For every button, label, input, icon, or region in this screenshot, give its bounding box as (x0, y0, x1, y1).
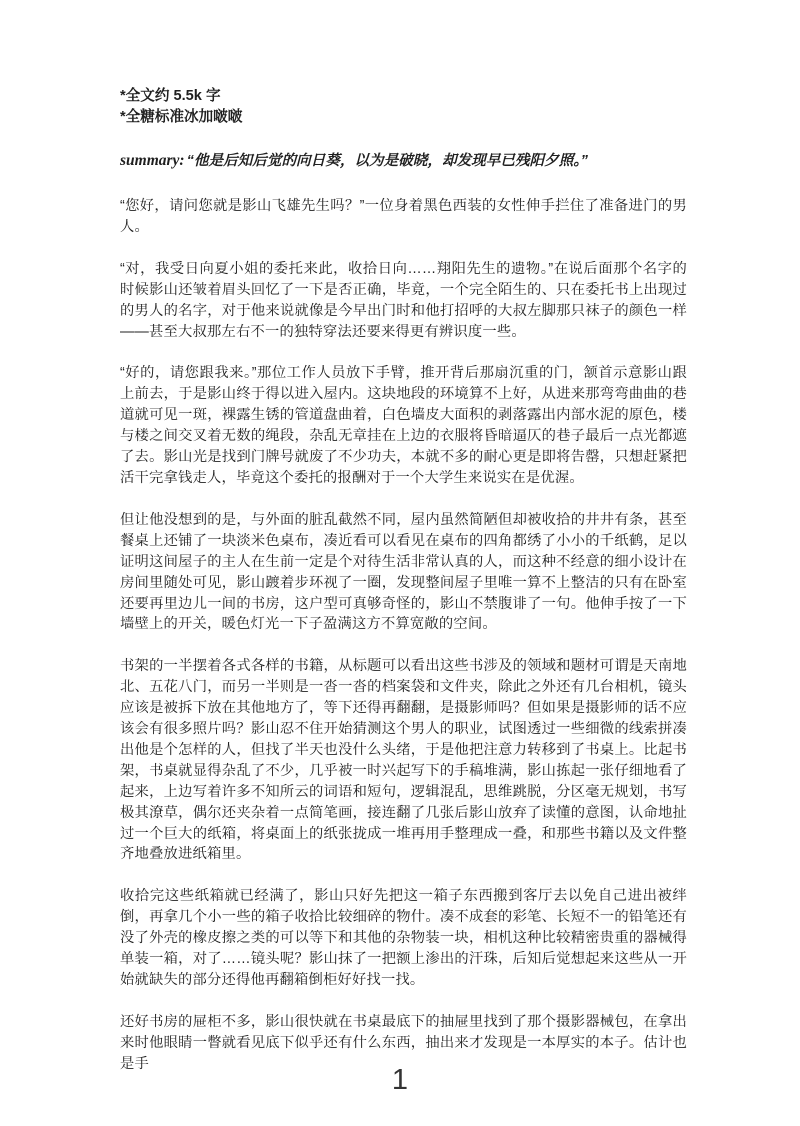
story-paragraph-5: 书架的一半摆着各式各样的书籍，从标题可以看出这些书涉及的领域和题材可谓是天南地北、五花八门，而另一半则是一沓一沓的档案袋和文件夹，除此之外还有几台相机，镜头应该是被拆下放在其他地方了，等下还得再翻翻，是摄影师吗？但如果是摄影师的话不应该会有很多照片吗？影山忍不住开始猜测这个男人的职业，试图透过一些细微的线索拼凑出他是个怎样的人，但找了半天也没什么头绪，于是他把注意力转移到了书桌上。比起书架，书桌就显得杂乱了不少，几乎被一时兴起写下的手稿堆满，影山拣起一张仔细地看了起来，上边写着许多不知所云的词语和短句，逻辑混乱，思维跳脱，分区毫无规划，书写极其潦草，偶尔还夹杂着一点简笔画，接连翻了几张后影山放弃了读懂的意图，认命地扯过一个巨大的纸箱，将桌面上的纸张拢成一堆再用手整理成一叠，和那些书籍以及文件整齐地叠放进纸箱里。 (120, 658, 687, 863)
story-paragraph-6: 收拾完这些纸箱就已经满了，影山只好先把这一箱子东西搬到客厅去以免自己进出被绊倒，再拿几个小一些的箱子收拾比较细碎的物什。凑不成套的彩笔、长短不一的铅笔还有没了外壳的橡皮擦之类的可以等下和其他的杂物装一块，相机这种比较精密贵重的器械得单装一箱，对了……镜头呢？影山抹了一把额上渗出的汗珠，后知后觉想起来这些从一开始就缺失的部分还得他再翻箱倒柜好好找一找。 (120, 888, 687, 988)
summary-label: summary: (120, 152, 185, 169)
word-count-note: *全文约 5.5k 字 (120, 88, 221, 104)
story-paragraph-1: “您好，请问您就是影山飞雄先生吗？”一位身着黑色西装的女性伸手拦住了准备进门的男人。 (120, 198, 687, 235)
story-paragraph-3: “好的，请您跟我来。”那位工作人员放下手臂，推开背后那扇沉重的门，颔首示意影山跟上前去，于是影山终于得以进入屋内。这块地段的环境算不上好，从进来那弯弯曲曲的巷道就可见一斑，裸露生锈的管道盘曲着，白色墙皮大面积的剥落露出内部水泥的原色，楼与楼之间交叉着无数的绳段，杂乱无章挂在上边的衣服将昏暗逼仄的巷子最后一点光都遮了去。影山光是找到门牌号就废了不少功夫，本就不多的耐心更是即将告罄，只想赶紧把活干完拿钱走人，毕竟这个委托的报酬对于一个大学生来说实在是优渥。 (120, 365, 687, 486)
story-paragraph-7: 还好书房的屉柜不多，影山很快就在书桌最底下的抽屉里找到了那个摄影器械包，在拿出来时他眼睛一瞥就看见底下似乎还有什么东西，抽出来才发现是一本厚实的本子。估计也是手 (120, 1013, 687, 1072)
author-notes (120, 86, 687, 128)
flavor-note: *全糖标准冰加啵啵 (120, 109, 243, 125)
summary-quote: “他是后知后觉的向日葵，以为是破晓，却发现早已残阳夕照。” (186, 153, 588, 169)
page-number: 1 (391, 1064, 409, 1096)
summary-line (120, 150, 687, 172)
story-paragraph-4: 但让他没想到的是，与外面的脏乱截然不同，屋内虽然简陋但却被收拾的井井有条，甚至餐桌上还铺了一块淡米色桌布，凑近看可以看见在桌布的四角都绣了小小的千纸鹤，足以证明这间屋子的主人在生前一定是个对待生活非常认真的人，而这种不经意的细小设计在房间里随处可见，影山踱着步环视了一圈，发现整间屋子里唯一算不上整洁的只有在卧室还要再里边儿一间的书房，这户型可真够奇怪的，影山不禁腹诽了一句。他伸手按了一下墙壁上的开关，暖色灯光一下子盈满这方不算宽敞的空间。 (120, 511, 687, 633)
story-paragraph-2: “对，我受日向夏小姐的委托来此，收拾日向……翔阳先生的遗物。”在说后面那个名字的时候影山还皱着眉头回忆了一下是否正确，毕竟，一个完全陌生的、只在委托书上出现过的男人的名字，对于他来说就像是今早出门时和他打招呼的大叔左脚那只袜子的颜色一样——甚至大叔那左右不一的独特穿法还要来得更有辨识度一些。 (120, 260, 687, 340)
